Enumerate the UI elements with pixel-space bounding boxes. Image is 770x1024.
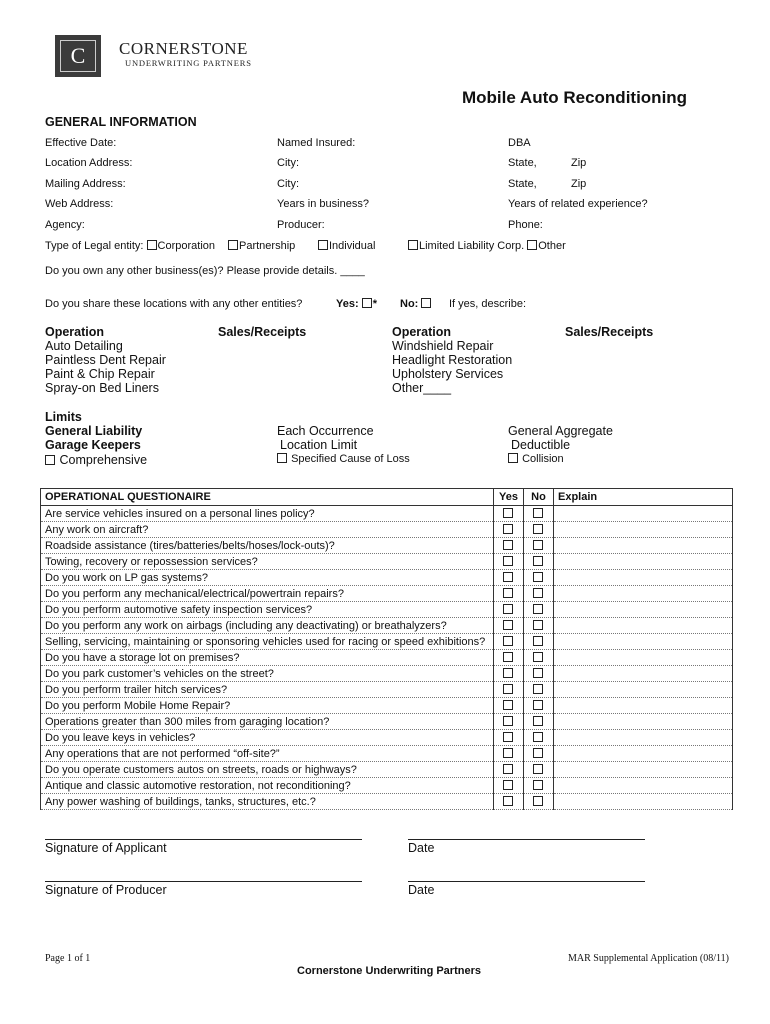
question-no-checkbox[interactable] bbox=[533, 620, 543, 630]
question-no-checkbox[interactable] bbox=[533, 732, 543, 742]
question-yes-cell bbox=[494, 634, 524, 650]
question-no-checkbox[interactable] bbox=[533, 764, 543, 774]
question-no-cell bbox=[524, 666, 554, 682]
question-explain-cell[interactable] bbox=[554, 618, 733, 634]
question-no-checkbox[interactable] bbox=[533, 572, 543, 582]
question-no-checkbox[interactable] bbox=[533, 652, 543, 662]
general-aggregate-label: General Aggregate bbox=[508, 424, 613, 438]
footer-company: Cornerstone Underwriting Partners bbox=[297, 965, 481, 977]
operation-item: Spray-on Bed Liners bbox=[45, 381, 159, 395]
named-insured-label: Named Insured: bbox=[277, 137, 356, 149]
question-row bbox=[41, 714, 733, 730]
individual-label: Individual bbox=[329, 240, 376, 252]
question-yes-checkbox[interactable] bbox=[503, 652, 513, 662]
question-explain-cell[interactable] bbox=[554, 778, 733, 794]
web-address-label: Web Address: bbox=[45, 198, 114, 210]
question-row bbox=[41, 522, 733, 538]
question-explain-cell[interactable] bbox=[554, 794, 733, 810]
applicant-date-label: Date bbox=[408, 841, 435, 855]
question-no-checkbox[interactable] bbox=[533, 604, 543, 614]
producer-date-label: Date bbox=[408, 883, 435, 897]
operation-item: Other____ bbox=[392, 381, 452, 395]
other-entity-label: Other bbox=[538, 240, 566, 252]
limits-heading: Limits bbox=[45, 410, 82, 424]
question-text: Roadside assistance (tires/batteries/belts/hoses/lock-outs)? bbox=[41, 538, 494, 554]
operation-item: Auto Detailing bbox=[45, 339, 123, 353]
legal-entity-row bbox=[45, 240, 215, 252]
question-explain-cell[interactable] bbox=[554, 570, 733, 586]
share-locations-question: Do you share these locations with any other entities? bbox=[45, 298, 303, 310]
question-yes-checkbox[interactable] bbox=[503, 684, 513, 694]
question-row bbox=[41, 698, 733, 714]
share-no-option bbox=[400, 298, 432, 310]
question-yes-cell bbox=[494, 522, 524, 538]
question-no-checkbox[interactable] bbox=[533, 700, 543, 710]
question-yes-cell bbox=[494, 746, 524, 762]
question-row bbox=[41, 650, 733, 666]
question-no-cell bbox=[524, 538, 554, 554]
question-text: Any power washing of buildings, tanks, structures, etc.? bbox=[41, 794, 494, 810]
questionnaire-table bbox=[40, 488, 733, 810]
operation-heading-right: Operation bbox=[392, 325, 452, 339]
corporation-checkbox[interactable] bbox=[147, 240, 157, 250]
question-yes-checkbox[interactable] bbox=[503, 508, 513, 518]
question-row bbox=[41, 682, 733, 698]
question-no-cell bbox=[524, 778, 554, 794]
question-text: Towing, recovery or repossession services? bbox=[41, 554, 494, 570]
question-no-checkbox[interactable] bbox=[533, 588, 543, 598]
mailing-zip-label: Zip bbox=[571, 178, 587, 190]
question-explain-cell[interactable] bbox=[554, 586, 733, 602]
question-yes-cell bbox=[494, 666, 524, 682]
question-no-cell bbox=[524, 714, 554, 730]
question-no-cell bbox=[524, 618, 554, 634]
company-logo bbox=[55, 35, 101, 77]
question-row bbox=[41, 666, 733, 682]
page-number: Page 1 of 1 bbox=[45, 953, 91, 964]
question-yes-cell bbox=[494, 778, 524, 794]
question-yes-cell bbox=[494, 698, 524, 714]
deductible-label: Deductible bbox=[511, 438, 571, 452]
explain-column-header: Explain bbox=[554, 489, 733, 506]
yes-column-header: Yes bbox=[494, 489, 524, 506]
question-yes-checkbox[interactable] bbox=[503, 668, 513, 678]
producer-label: Producer: bbox=[277, 219, 325, 231]
partnership-label: Partnership bbox=[239, 240, 296, 252]
questionnaire-header-row bbox=[41, 489, 733, 506]
question-no-cell bbox=[524, 554, 554, 570]
question-yes-checkbox[interactable] bbox=[503, 764, 513, 774]
question-yes-cell bbox=[494, 586, 524, 602]
years-related-label: Years of related experience? bbox=[508, 198, 648, 210]
question-text: Do you park customer’s vehicles on the street? bbox=[41, 666, 494, 682]
sales-heading-right: Sales/Receipts bbox=[565, 325, 654, 339]
phone-label: Phone: bbox=[508, 219, 543, 231]
question-yes-cell bbox=[494, 538, 524, 554]
comprehensive-checkbox[interactable] bbox=[45, 455, 55, 465]
question-no-checkbox[interactable] bbox=[533, 556, 543, 566]
question-no-cell bbox=[524, 730, 554, 746]
share-yes-option bbox=[336, 298, 377, 310]
question-yes-checkbox[interactable] bbox=[503, 700, 513, 710]
question-explain-cell[interactable] bbox=[554, 650, 733, 666]
logo-letter: C bbox=[60, 40, 96, 72]
question-no-cell bbox=[524, 762, 554, 778]
question-explain-cell[interactable] bbox=[554, 698, 733, 714]
question-yes-checkbox[interactable] bbox=[503, 796, 513, 806]
garage-keepers-label: Garage Keepers bbox=[45, 438, 141, 452]
question-yes-cell bbox=[494, 554, 524, 570]
collision-label: Collision bbox=[522, 453, 564, 465]
location-city-label: City: bbox=[277, 157, 299, 169]
location-limit-label: Location Limit bbox=[280, 438, 358, 452]
sales-heading-left: Sales/Receipts bbox=[218, 325, 307, 339]
llc-label: Limited Liability Corp. bbox=[419, 240, 525, 252]
llc-option bbox=[408, 240, 566, 252]
question-yes-cell bbox=[494, 618, 524, 634]
comprehensive-option bbox=[45, 453, 147, 467]
question-text: Any work on aircraft? bbox=[41, 522, 494, 538]
question-yes-checkbox[interactable] bbox=[503, 636, 513, 646]
question-no-checkbox[interactable] bbox=[533, 780, 543, 790]
question-explain-cell[interactable] bbox=[554, 554, 733, 570]
operation-heading-left: Operation bbox=[45, 325, 105, 339]
questionnaire-body bbox=[41, 506, 733, 810]
question-yes-cell bbox=[494, 794, 524, 810]
operation-item: Paint & Chip Repair bbox=[45, 367, 155, 381]
question-row bbox=[41, 602, 733, 618]
question-text: Selling, servicing, maintaining or sponsoring vehicles used for racing or speed exhibitions? bbox=[41, 634, 494, 650]
specified-cause-checkbox[interactable] bbox=[277, 453, 287, 463]
logo-subtitle: UNDERWRITING PARTNERS bbox=[125, 58, 252, 68]
question-text: Do you perform any mechanical/electrical/powertrain repairs? bbox=[41, 586, 494, 602]
effective-date-label: Effective Date: bbox=[45, 137, 117, 149]
years-in-business-label: Years in business? bbox=[277, 198, 369, 210]
question-yes-cell bbox=[494, 762, 524, 778]
question-row bbox=[41, 570, 733, 586]
question-yes-checkbox[interactable] bbox=[503, 604, 513, 614]
question-explain-cell[interactable] bbox=[554, 634, 733, 650]
producer-signature-label: Signature of Producer bbox=[45, 883, 167, 897]
operation-item: Windshield Repair bbox=[392, 339, 494, 353]
question-text: Do you have a storage lot on premises? bbox=[41, 650, 494, 666]
question-row bbox=[41, 778, 733, 794]
question-row bbox=[41, 746, 733, 762]
question-yes-checkbox[interactable] bbox=[503, 620, 513, 630]
question-explain-cell[interactable] bbox=[554, 602, 733, 618]
partnership-option bbox=[228, 240, 295, 252]
question-row bbox=[41, 586, 733, 602]
logo-name: CORNERSTONE bbox=[119, 39, 248, 58]
question-yes-checkbox[interactable] bbox=[503, 780, 513, 790]
question-yes-cell bbox=[494, 506, 524, 522]
question-no-checkbox[interactable] bbox=[533, 668, 543, 678]
other-entity-checkbox[interactable] bbox=[527, 240, 537, 250]
operation-item: Headlight Restoration bbox=[392, 353, 513, 367]
question-text: Do you operate customers autos on streets, roads or highways? bbox=[41, 762, 494, 778]
mailing-address-label: Mailing Address: bbox=[45, 178, 126, 190]
question-no-checkbox[interactable] bbox=[533, 540, 543, 550]
share-no-label: No: bbox=[400, 298, 419, 310]
question-no-cell bbox=[524, 698, 554, 714]
question-no-checkbox[interactable] bbox=[533, 716, 543, 726]
question-no-cell bbox=[524, 586, 554, 602]
other-business-question: Do you own any other business(es)? Please provide details. ____ bbox=[45, 265, 365, 277]
operation-item: Upholstery Services bbox=[392, 367, 504, 381]
llc-checkbox[interactable] bbox=[408, 240, 418, 250]
general-liability-label: General Liability bbox=[45, 424, 143, 438]
questionnaire-heading: OPERATIONAL QUESTIONAIRE bbox=[41, 489, 494, 506]
question-no-cell bbox=[524, 602, 554, 618]
no-column-header: No bbox=[524, 489, 554, 506]
question-explain-cell[interactable] bbox=[554, 682, 733, 698]
question-explain-cell[interactable] bbox=[554, 746, 733, 762]
question-row bbox=[41, 762, 733, 778]
question-row bbox=[41, 618, 733, 634]
corporation-label: Corporation bbox=[157, 240, 215, 252]
mailing-state-label: State, bbox=[508, 178, 537, 190]
question-text: Do you work on LP gas systems? bbox=[41, 570, 494, 586]
operation-item: Paintless Dent Repair bbox=[45, 353, 166, 367]
question-no-cell bbox=[524, 746, 554, 762]
question-row bbox=[41, 794, 733, 810]
question-yes-checkbox[interactable] bbox=[503, 732, 513, 742]
question-no-cell bbox=[524, 522, 554, 538]
location-state-label: State, bbox=[508, 157, 537, 169]
question-no-cell bbox=[524, 506, 554, 522]
agency-label: Agency: bbox=[45, 219, 85, 231]
question-yes-checkbox[interactable] bbox=[503, 748, 513, 758]
question-text: Do you leave keys in vehicles? bbox=[41, 730, 494, 746]
applicant-date-line[interactable] bbox=[408, 839, 645, 840]
comprehensive-label: Comprehensive bbox=[59, 453, 148, 467]
question-no-cell bbox=[524, 634, 554, 650]
question-no-cell bbox=[524, 570, 554, 586]
question-row bbox=[41, 538, 733, 554]
specified-cause-option bbox=[277, 453, 410, 465]
location-address-label: Location Address: bbox=[45, 157, 133, 169]
specified-cause-label: Specified Cause of Loss bbox=[291, 453, 410, 465]
question-yes-cell bbox=[494, 730, 524, 746]
question-yes-checkbox[interactable] bbox=[503, 524, 513, 534]
individual-checkbox[interactable] bbox=[318, 240, 328, 250]
question-text: Operations greater than 300 miles from garaging location? bbox=[41, 714, 494, 730]
if-yes-describe: If yes, describe: bbox=[449, 298, 527, 310]
question-explain-cell[interactable] bbox=[554, 762, 733, 778]
question-row bbox=[41, 634, 733, 650]
question-no-checkbox[interactable] bbox=[533, 748, 543, 758]
question-text: Any operations that are not performed “off-site?” bbox=[41, 746, 494, 762]
question-yes-checkbox[interactable] bbox=[503, 588, 513, 598]
question-yes-cell bbox=[494, 714, 524, 730]
question-row bbox=[41, 554, 733, 570]
question-explain-cell[interactable] bbox=[554, 666, 733, 682]
question-text: Do you perform automotive safety inspection services? bbox=[41, 602, 494, 618]
mailing-city-label: City: bbox=[277, 178, 299, 190]
general-heading: GENERAL INFORMATION bbox=[45, 115, 197, 129]
question-yes-checkbox[interactable] bbox=[503, 540, 513, 550]
question-no-checkbox[interactable] bbox=[533, 636, 543, 646]
question-yes-checkbox[interactable] bbox=[503, 556, 513, 566]
share-yes-label: Yes: bbox=[336, 298, 359, 310]
question-row bbox=[41, 730, 733, 746]
question-no-cell bbox=[524, 794, 554, 810]
question-no-checkbox[interactable] bbox=[533, 796, 543, 806]
dba-label: DBA bbox=[508, 137, 531, 149]
question-yes-cell bbox=[494, 650, 524, 666]
partnership-checkbox[interactable] bbox=[228, 240, 238, 250]
question-no-cell bbox=[524, 650, 554, 666]
question-no-checkbox[interactable] bbox=[533, 508, 543, 518]
question-text: Do you perform Mobile Home Repair? bbox=[41, 698, 494, 714]
question-explain-cell[interactable] bbox=[554, 538, 733, 554]
question-yes-cell bbox=[494, 682, 524, 698]
question-row bbox=[41, 506, 733, 522]
question-text: Are service vehicles insured on a personal lines policy? bbox=[41, 506, 494, 522]
question-explain-cell[interactable] bbox=[554, 730, 733, 746]
question-text: Do you perform any work on airbags (including any deactivating) or breathalyzers? bbox=[41, 618, 494, 634]
question-text: Do you perform trailer hitch services? bbox=[41, 682, 494, 698]
location-zip-label: Zip bbox=[571, 157, 587, 169]
page-title: Mobile Auto Reconditioning bbox=[462, 88, 688, 107]
question-no-checkbox[interactable] bbox=[533, 524, 543, 534]
question-no-cell bbox=[524, 682, 554, 698]
collision-option bbox=[508, 453, 564, 465]
question-text: Antique and classic automotive restoration, not reconditioning? bbox=[41, 778, 494, 794]
share-no-checkbox[interactable] bbox=[421, 298, 431, 308]
collision-checkbox[interactable] bbox=[508, 453, 518, 463]
question-yes-cell bbox=[494, 570, 524, 586]
each-occurrence-label: Each Occurrence bbox=[277, 424, 374, 438]
question-explain-cell[interactable] bbox=[554, 506, 733, 522]
question-yes-cell bbox=[494, 602, 524, 618]
producer-date-line[interactable] bbox=[408, 881, 645, 882]
applicant-signature-line[interactable] bbox=[45, 839, 362, 840]
producer-signature-line[interactable] bbox=[45, 881, 362, 882]
form-id: MAR Supplemental Application (08/11) bbox=[568, 953, 730, 964]
share-yes-checkbox[interactable] bbox=[362, 298, 372, 308]
question-explain-cell[interactable] bbox=[554, 714, 733, 730]
applicant-signature-label: Signature of Applicant bbox=[45, 841, 167, 855]
question-yes-checkbox[interactable] bbox=[503, 716, 513, 726]
share-yes-star: * bbox=[372, 298, 377, 310]
question-no-checkbox[interactable] bbox=[533, 684, 543, 694]
individual-option bbox=[318, 240, 375, 252]
question-explain-cell[interactable] bbox=[554, 522, 733, 538]
question-yes-checkbox[interactable] bbox=[503, 572, 513, 582]
legal-entity-label: Type of Legal entity: bbox=[45, 240, 144, 252]
